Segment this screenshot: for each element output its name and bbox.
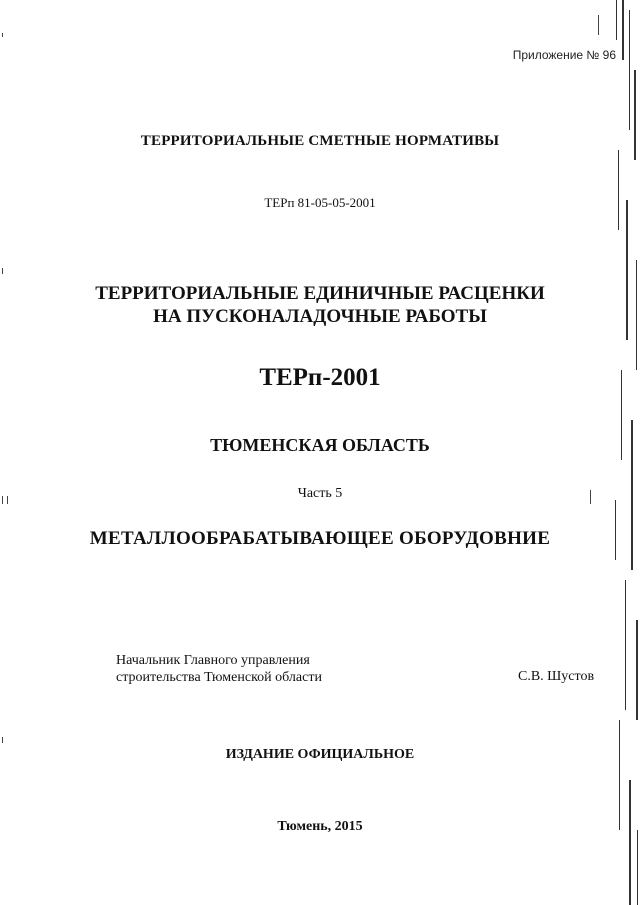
scan-tick-artifact: [598, 15, 599, 35]
part-label: Часть 5: [297, 486, 343, 501]
main-title-line1: ТЕРРИТОРИАЛЬНЫЕ ЕДИНИЧНЫЕ РАСЦЕНКИ: [95, 283, 545, 304]
annex-label: Приложение № 96: [512, 48, 616, 62]
main-title-line2: НА ПУСКОНАЛАДОЧНЫЕ РАБОТЫ: [153, 306, 487, 327]
region-title: ТЮМЕНСКАЯ ОБЛАСТЬ: [210, 435, 430, 455]
signatory-position: [116, 652, 322, 686]
header-title: ТЕРРИТОРИАЛЬНЫЕ СМЕТНЫЕ НОРМАТИВЫ: [140, 133, 500, 149]
scan-tick-artifact: [590, 490, 591, 504]
part-title: МЕТАЛЛООБРАБАТЫВАЮЩЕЕ ОБОРУДОВНИЕ: [89, 528, 551, 549]
short-name: ТЕРп-2001: [259, 364, 381, 391]
scan-tick-artifact: [2, 33, 3, 37]
edition-label: ИЗДАНИЕ ОФИЦИАЛЬНОЕ: [225, 747, 415, 762]
signatory-name: С.В. Шустов: [518, 669, 595, 684]
scan-tick-artifact: [2, 268, 3, 274]
city-year: Тюмень, 2015: [277, 819, 363, 834]
scan-tick-artifact: [2, 737, 3, 743]
main-title: [0, 282, 640, 328]
document-code: ТЕРп 81-05-05-2001: [264, 195, 376, 210]
scan-tick-artifact: [2, 496, 3, 504]
signatory-position-line2: строительства Тюменской области: [116, 670, 322, 685]
signatory-position-line1: Начальник Главного управления: [116, 653, 310, 668]
scan-tick-artifact: [7, 496, 8, 504]
scan-edge-artifact: [612, 0, 640, 905]
